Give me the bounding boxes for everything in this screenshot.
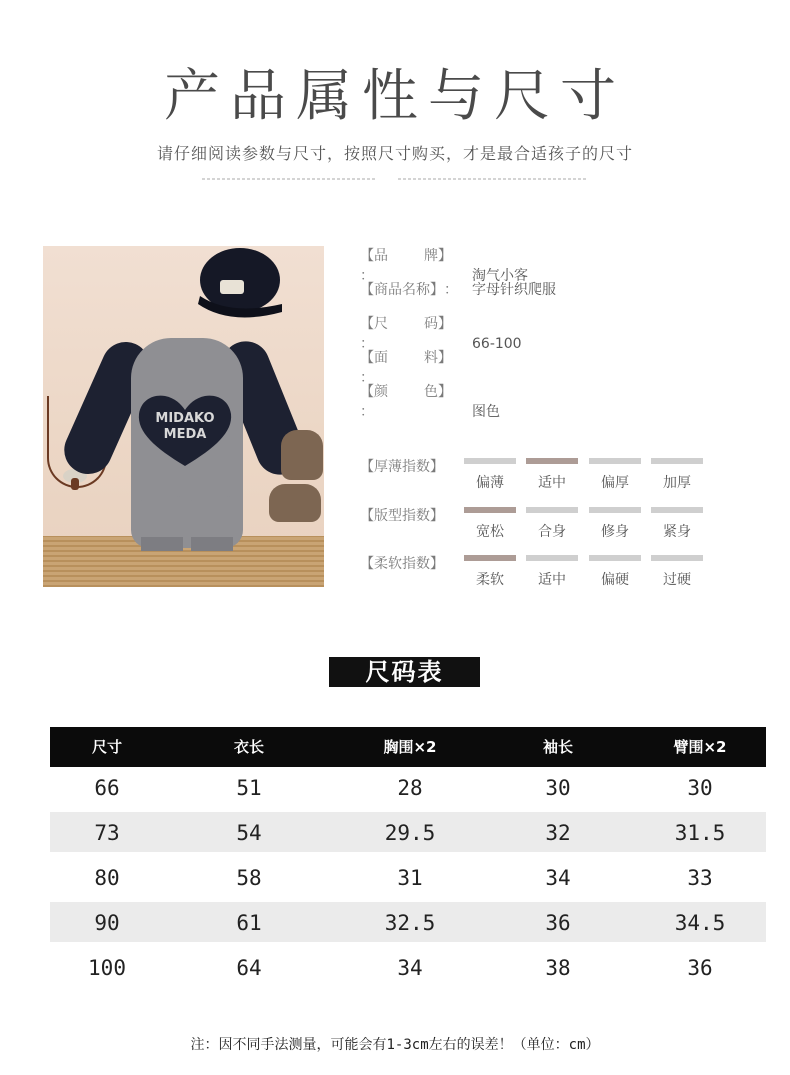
table-cell: 34 (397, 956, 423, 980)
info-key: 【 品 牌 】： (360, 245, 458, 285)
info-key-text (374, 313, 438, 333)
info-key-char: 牌 (424, 248, 438, 264)
info-value: 图色 (472, 404, 500, 420)
table-cell: 66 (94, 776, 120, 800)
index-bar (589, 458, 641, 464)
print-text-line1: MIDAKO (155, 411, 215, 426)
index-option: 宽松 (476, 524, 504, 540)
info-key-char: 品 (374, 248, 388, 264)
table-cell: 36 (545, 911, 571, 935)
cap-icon (190, 246, 286, 326)
index-option: 适中 (538, 572, 566, 588)
page-title: 产品属性与尺寸 (164, 64, 626, 129)
table-row (50, 947, 766, 987)
info-separator: ： (360, 268, 374, 284)
table-row (50, 857, 766, 897)
index-label: 【柔软指数】 (360, 556, 444, 572)
index-bar-selected (464, 507, 516, 513)
table-cell: 34.5 (674, 911, 726, 935)
info-separator: ： (360, 370, 374, 386)
heart-print-icon (135, 392, 235, 468)
table-cell: 28 (397, 776, 423, 800)
info-key-char: 尺 (374, 316, 388, 332)
index-option: 偏薄 (476, 475, 504, 491)
index-bar-selected (464, 555, 516, 561)
info-key-char: 料 (424, 350, 438, 366)
measurement-note: 注：因不同手法测量，可能会有1-3cm左右的误差！（单位：cm） (190, 1037, 600, 1053)
info-key: 【 面 料 】： (360, 347, 458, 387)
column-header: 袖长 (542, 738, 573, 756)
info-separator: ： (360, 336, 374, 352)
info-key-text (374, 245, 438, 265)
shoe (269, 484, 321, 522)
shoe (281, 430, 323, 480)
table-cell: 31.5 (674, 821, 726, 845)
size-table-header (50, 727, 766, 767)
table-cell: 100 (88, 956, 126, 980)
info-key-char: 码 (424, 316, 438, 332)
table-cell: 80 (94, 866, 120, 890)
table-cell: 54 (236, 821, 262, 845)
index-bar-selected (526, 458, 578, 464)
index-option: 偏硬 (601, 572, 629, 588)
info-key-char: 面 (374, 350, 388, 366)
index-option: 偏厚 (601, 475, 629, 491)
info-separator: ： (360, 404, 374, 420)
index-label: 【版型指数】 (360, 508, 444, 524)
table-cell: 90 (94, 911, 120, 935)
index-bar (526, 507, 578, 513)
table-row (50, 812, 766, 852)
info-separator: ： (444, 282, 458, 298)
table-cell: 64 (236, 956, 262, 980)
index-label: 【厚薄指数】 (360, 459, 444, 475)
index-option: 合身 (538, 524, 566, 540)
product-photo (43, 246, 324, 587)
info-key-char: 颜 (374, 384, 388, 400)
info-key: 【商品名称】： (360, 279, 458, 299)
index-option: 修身 (601, 524, 629, 540)
info-key-char: 色 (424, 384, 438, 400)
index-option: 过硬 (663, 572, 691, 588)
info-value: 66-100 (472, 336, 522, 352)
table-cell: 34 (545, 866, 571, 890)
info-row (360, 279, 556, 299)
column-header: 胸围×2 (383, 738, 437, 756)
table-row (50, 902, 766, 942)
table-cell: 32 (545, 821, 571, 845)
table-cell: 30 (687, 776, 713, 800)
column-header: 尺寸 (91, 738, 122, 756)
info-key-text (374, 381, 438, 401)
index-bar (589, 507, 641, 513)
index-bar (589, 555, 641, 561)
index-bar (651, 555, 703, 561)
info-key: 【 尺 码 】： (360, 313, 458, 353)
table-cell: 31 (397, 866, 423, 890)
table-cell: 30 (545, 776, 571, 800)
column-header: 臂围×2 (673, 738, 727, 756)
info-key-text: 商品名称 (374, 282, 430, 298)
index-option: 加厚 (663, 475, 691, 491)
table-cell: 36 (687, 956, 713, 980)
table-cell: 38 (545, 956, 571, 980)
table-cell: 29.5 (384, 821, 436, 845)
table-cell: 51 (236, 776, 262, 800)
info-value: 淘气小客 (472, 268, 528, 284)
table-cell: 32.5 (384, 911, 436, 935)
romper-leg (141, 496, 183, 551)
info-key-text (374, 347, 438, 367)
index-bar (526, 555, 578, 561)
column-header: 衣长 (233, 738, 264, 756)
page-subtitle: 请仔细阅读参数与尺寸，按照尺寸购买，才是最合适孩子的尺寸 (156, 144, 633, 163)
size-table-title: 尺码表 (329, 657, 480, 687)
table-cell: 73 (94, 821, 120, 845)
decorative-fine-line (398, 176, 588, 182)
table-cell: 33 (687, 866, 713, 890)
info-key: 【 颜 色 】： (360, 381, 458, 421)
table-row (50, 767, 766, 807)
index-option: 适中 (538, 475, 566, 491)
decorative-fine-line (202, 176, 377, 182)
table-cell: 61 (236, 911, 262, 935)
info-value: 字母针织爬服 (472, 282, 556, 298)
index-option: 紧身 (663, 524, 691, 540)
romper-leg (191, 496, 233, 551)
index-bar (651, 507, 703, 513)
index-option: 柔软 (476, 572, 504, 588)
table-cell: 58 (236, 866, 262, 890)
info-row (360, 381, 500, 421)
index-bar (651, 458, 703, 464)
index-bar (464, 458, 516, 464)
print-text-line2: MEDA (163, 427, 207, 442)
